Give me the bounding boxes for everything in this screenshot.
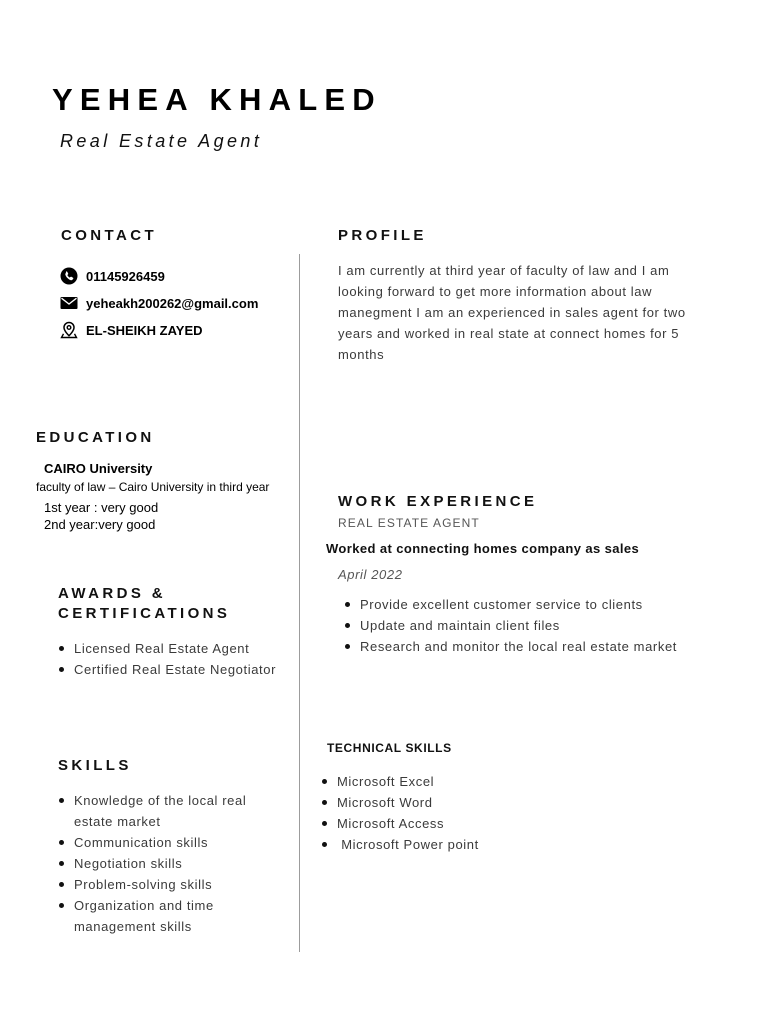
list-item: Update and maintain client files [344,615,744,636]
education-grade-2: 2nd year:very good [44,517,156,532]
list-item: Microsoft Power point [321,834,581,855]
education-school: CAIRO University [44,461,153,476]
work-description: Worked at connecting homes company as sales [326,541,640,556]
list-item: Knowledge of the local real estate market [58,790,278,832]
contact-email-text: yeheakh200262@gmail.com [86,295,259,311]
contact-location [60,321,203,339]
resume-job-title: Real Estate Agent [60,131,263,151]
phone-icon [60,267,78,285]
list-item: Communication skills [58,832,278,853]
list-item: Provide excellent customer service to clients [344,594,744,615]
resume-name: YEHEA KHALED [52,82,382,117]
column-divider [299,254,300,952]
contact-phone [60,267,165,285]
work-role: REAL ESTATE AGENT [338,516,480,530]
awards-list [58,638,288,680]
technical-skills-heading: TECHNICAL SKILLS [327,741,452,755]
contact-heading: CONTACT [61,227,158,244]
awards-heading-line-2: CERTIFICATIONS [58,605,231,622]
work-heading: WORK EXPERIENCE [338,493,538,510]
contact-location-text: EL-SHEIKH ZAYED [86,322,203,338]
profile-heading: PROFILE [338,227,427,244]
list-item: Microsoft Excel [321,771,581,792]
education-heading: EDUCATION [36,429,155,446]
list-item: Organization and time management skills [58,895,278,937]
list-item: Licensed Real Estate Agent [58,638,288,659]
contact-email [60,294,258,312]
list-item: Research and monitor the local real estate market [344,636,744,657]
education-grade-1: 1st year : very good [44,500,159,515]
list-item: Microsoft Word [321,792,581,813]
list-item: Microsoft Access [321,813,581,834]
education-detail: faculty of law – Cairo University in third year [36,480,270,494]
list-item: Problem-solving skills [58,874,278,895]
mail-icon [60,294,78,312]
list-item: Negotiation skills [58,853,278,874]
technical-skills-list [321,771,581,855]
awards-heading-line-1: AWARDS & [58,585,167,602]
contact-phone-text: 01145926459 [86,268,165,284]
list-item: Certified Real Estate Negotiator [58,659,288,680]
work-date: April 2022 [338,567,403,582]
location-pin-icon [60,321,78,339]
work-duties-list [344,594,744,657]
skills-list [58,790,278,937]
skills-heading: SKILLS [58,757,132,774]
profile-text: I am currently at third year of faculty of law and I am looking forward to get more information about law manegment I am an experienced in sales agent for two years and worked in real state at connect homes for 5 months [338,263,686,362]
